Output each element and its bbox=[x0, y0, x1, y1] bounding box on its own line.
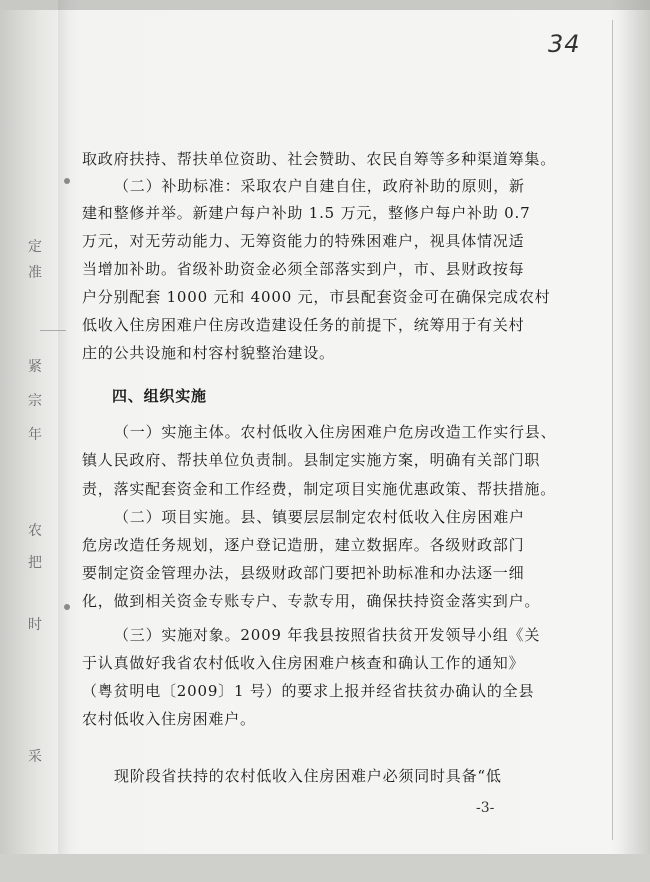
margin-bleed-char: 定 bbox=[28, 239, 42, 255]
section-heading: 四、组织实施 bbox=[112, 387, 207, 405]
text-line: （一）实施主体。农村低收入住房困难户危房改造工作实行县、 bbox=[114, 423, 557, 441]
margin-bleed-char: 紧 bbox=[28, 359, 42, 375]
margin-bleed-char: 农 bbox=[28, 523, 42, 539]
text-line: 取政府扶持、帮扶单位资助、社会赞助、农民自筹等多种渠道筹集。 bbox=[82, 150, 557, 168]
text-line: 户分别配套 1000 元和 4000 元，市县配套资金可在确保完成农村 bbox=[82, 288, 551, 306]
margin-bleed-char: 准 bbox=[28, 265, 42, 281]
text-line: 化，做到相关资金专账专户、专款专用，确保扶持资金落实到户。 bbox=[82, 592, 541, 610]
footer-page-number: -3- bbox=[476, 800, 495, 816]
margin-bleed-char: 采 bbox=[28, 749, 42, 765]
text-line: 责，落实配套资金和工作经费，制定项目实施优惠政策、帮扶措施。 bbox=[82, 480, 557, 498]
text-line: 于认真做好我省农村低收入住房困难户核查和确认工作的通知》 bbox=[82, 654, 525, 672]
margin-bleed-char: 宗 bbox=[28, 393, 42, 409]
text-line: 万元，对无劳动能力、无筹资能力的特殊困难户，视具体情况适 bbox=[82, 232, 525, 250]
text-line: （粤贫明电〔2009〕1 号）的要求上报并经省扶贫办确认的全县 bbox=[82, 682, 535, 700]
text-line: （二）项目实施。县、镇要层层制定农村低收入住房困难户 bbox=[114, 508, 525, 526]
margin-bleed-char: 时 bbox=[28, 617, 42, 633]
text-line: 镇人民政府、帮扶单位负责制。县制定实施方案，明确有关部门职 bbox=[82, 451, 541, 469]
text-line: 建和整修并举。新建户每户补助 1.5 万元，整修户每户补助 0.7 bbox=[82, 204, 531, 222]
text-line: 要制定资金管理办法，县级财政部门要把补助标准和办法逐一细 bbox=[82, 564, 525, 582]
text-line: 现阶段省扶持的农村低收入住房困难户必须同时具备“低 bbox=[114, 767, 502, 785]
text-line: 低收入住房困难户住房改造建设任务的前提下，统筹用于有关村 bbox=[82, 316, 525, 334]
text-line: 庄的公共设施和村容村貌整治建设。 bbox=[82, 344, 335, 362]
text-line: 当增加补助。省级补助资金必须全部落实到户，市、县财政按每 bbox=[82, 260, 525, 278]
text-line: （二）补助标准：采取农户自建自住，政府补助的原则，新 bbox=[114, 177, 525, 195]
text-line: 危房改造任务规划，逐户登记造册，建立数据库。各级财政部门 bbox=[82, 536, 525, 554]
margin-bleed-char: 年 bbox=[28, 427, 42, 443]
margin-bleed-char: 把 bbox=[28, 555, 42, 571]
text-line: 农村低收入住房困难户。 bbox=[82, 710, 256, 728]
text-line: （三）实施对象。2009 年我县按照省扶贫开发领导小组《关 bbox=[114, 626, 541, 644]
handwritten-page-number: 34 bbox=[548, 30, 581, 58]
